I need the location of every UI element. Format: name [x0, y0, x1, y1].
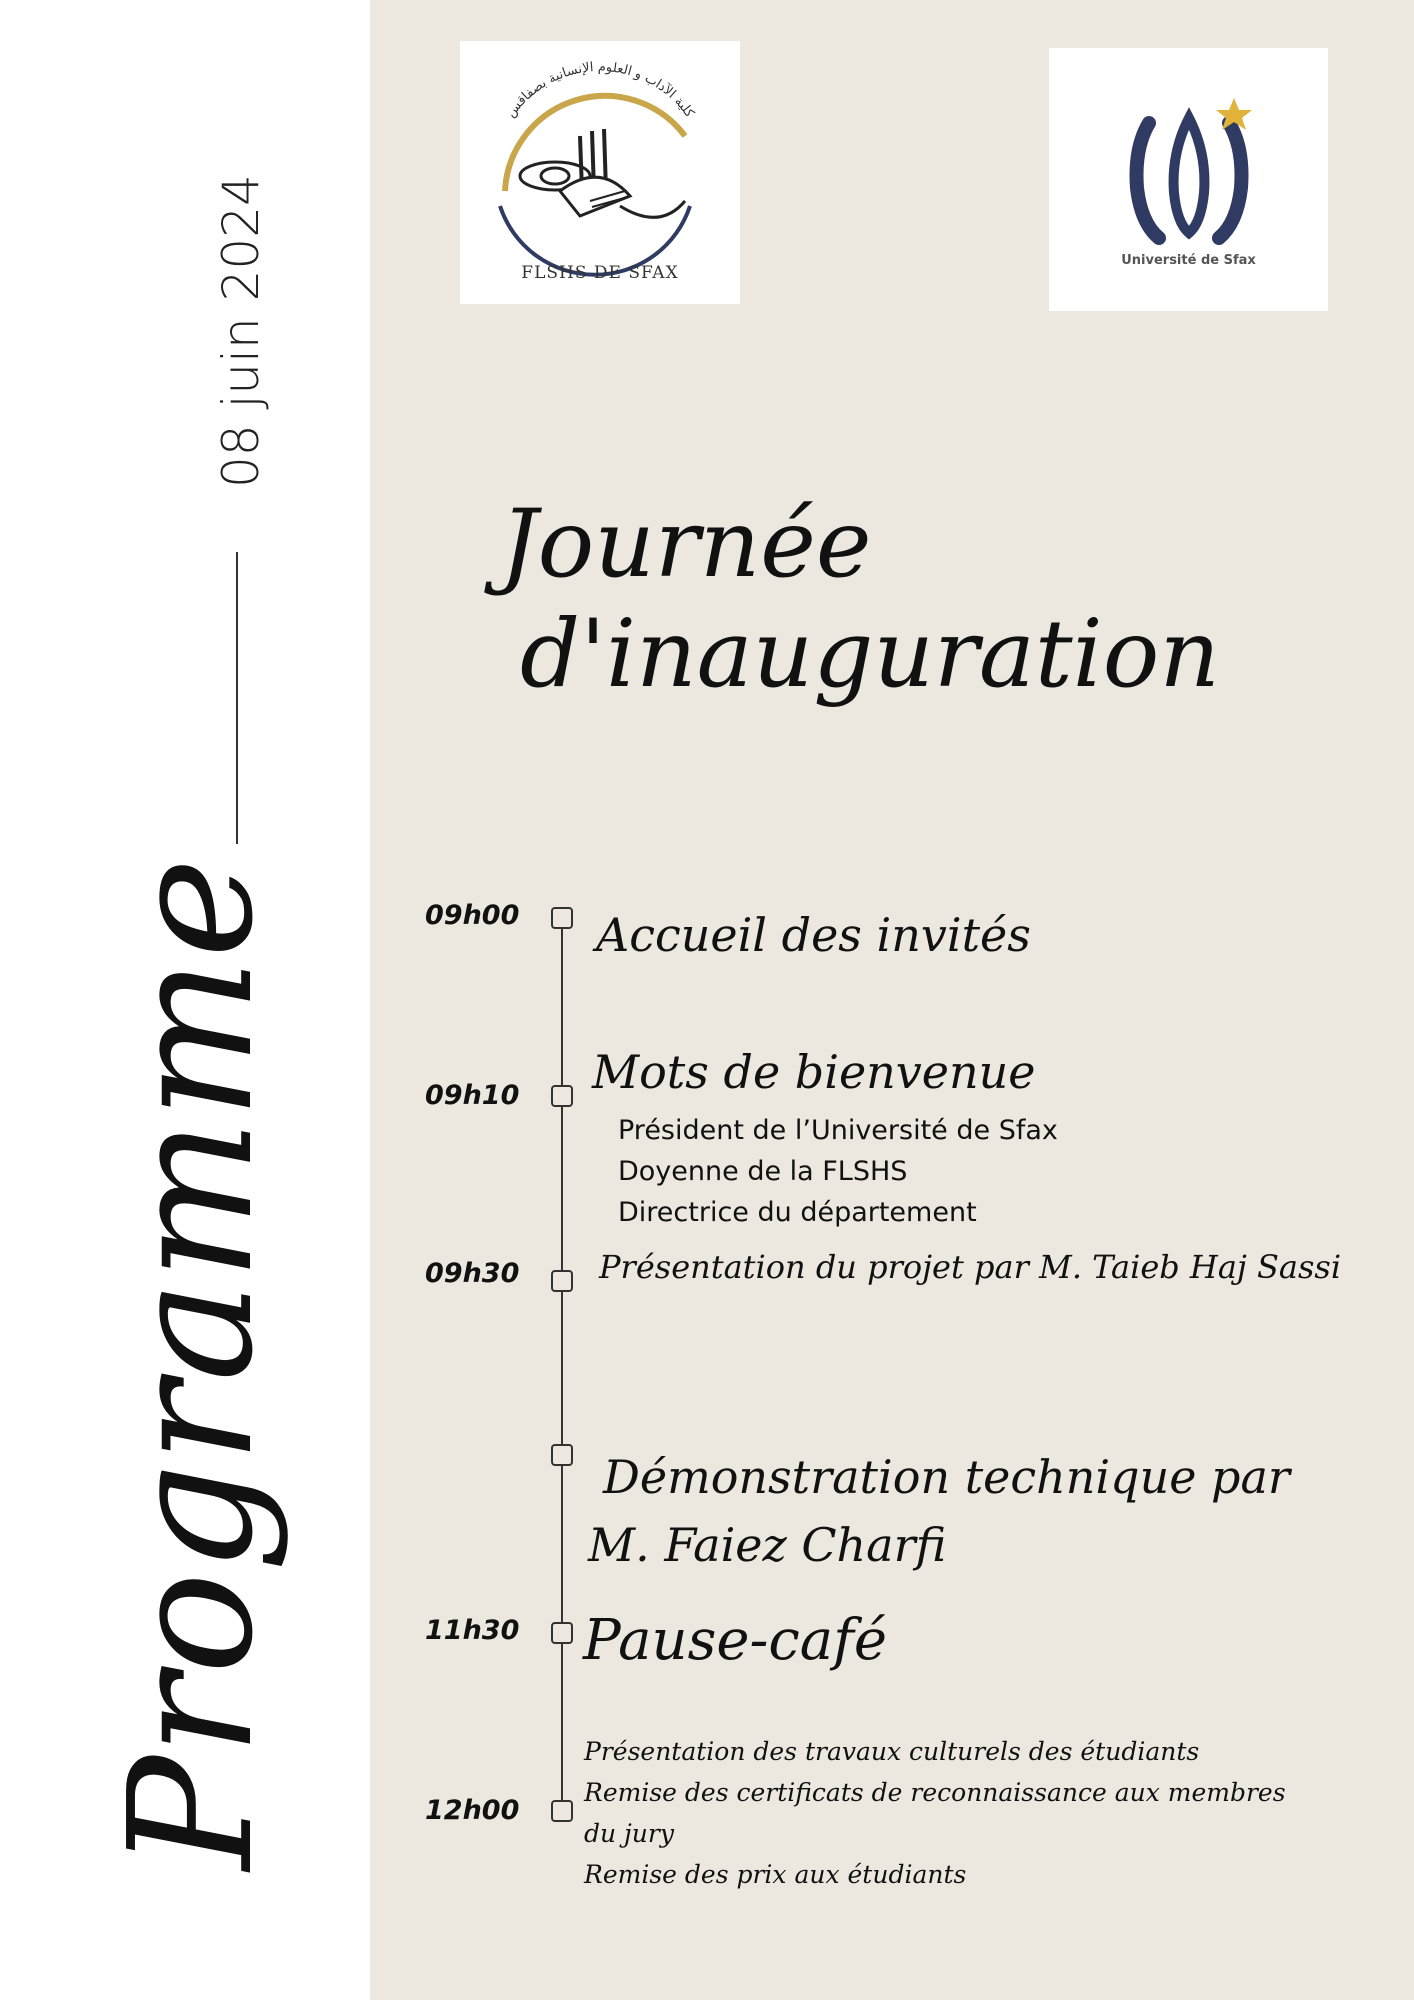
page-title-line1: Journée: [500, 490, 872, 599]
schedule-item: Remise des prix aux étudiants: [584, 1860, 967, 1889]
schedule-time: 11h30: [425, 1615, 520, 1646]
schedule-title: Accueil des invités: [596, 908, 1031, 962]
schedule-item: Présentation des travaux culturels des étudiants: [584, 1737, 1200, 1766]
schedule-title: Démonstration technique par: [603, 1450, 1290, 1504]
faculty-logo: [460, 41, 740, 304]
university-logo: [1049, 48, 1328, 311]
schedule-title: Mots de bienvenue: [592, 1045, 1036, 1099]
timeline-node: [551, 1800, 573, 1822]
university-emblem-icon: [1049, 48, 1328, 311]
timeline-node: [551, 1444, 573, 1466]
schedule-detail: Directrice du département: [618, 1197, 977, 1228]
faculty-arabic-name: كلية الآداب و العلوم الإنسانية بصفاقس: [503, 59, 697, 121]
sidebar: [0, 0, 370, 2000]
page-title: [500, 490, 1340, 710]
schedule-detail: Doyenne de la FLSHS: [618, 1156, 908, 1187]
schedule-time: 12h00: [425, 1795, 520, 1826]
timeline-node: [551, 1270, 573, 1292]
schedule-time: 09h30: [425, 1258, 520, 1289]
schedule-item: Remise des certificats de reconnaissance aux membres: [584, 1778, 1286, 1807]
schedule-title: M. Faiez Charfi: [588, 1518, 947, 1572]
schedule-detail: Président de l’Université de Sfax: [618, 1115, 1058, 1146]
schedule-time: 09h10: [425, 1080, 520, 1111]
page-title-line2: d'inauguration: [520, 600, 1220, 709]
schedule-item: du jury: [584, 1819, 674, 1848]
timeline-node: [551, 1085, 573, 1107]
timeline-node: [551, 1622, 573, 1644]
timeline-line: [561, 925, 563, 1815]
sidebar-divider: [236, 552, 238, 844]
event-date: 08 juin 2024: [212, 174, 270, 488]
timeline-node: [551, 907, 573, 929]
schedule-time: 09h00: [425, 900, 520, 931]
university-logo-caption: Université de Sfax: [1121, 253, 1256, 268]
sidebar-title: Programme: [93, 857, 291, 1870]
schedule-title: Pause-café: [583, 1608, 888, 1673]
faculty-logo-caption: FLSHS DE SFAX: [521, 263, 679, 283]
schedule-title: Présentation du projet par M. Taieb Haj Sassi: [599, 1248, 1342, 1286]
